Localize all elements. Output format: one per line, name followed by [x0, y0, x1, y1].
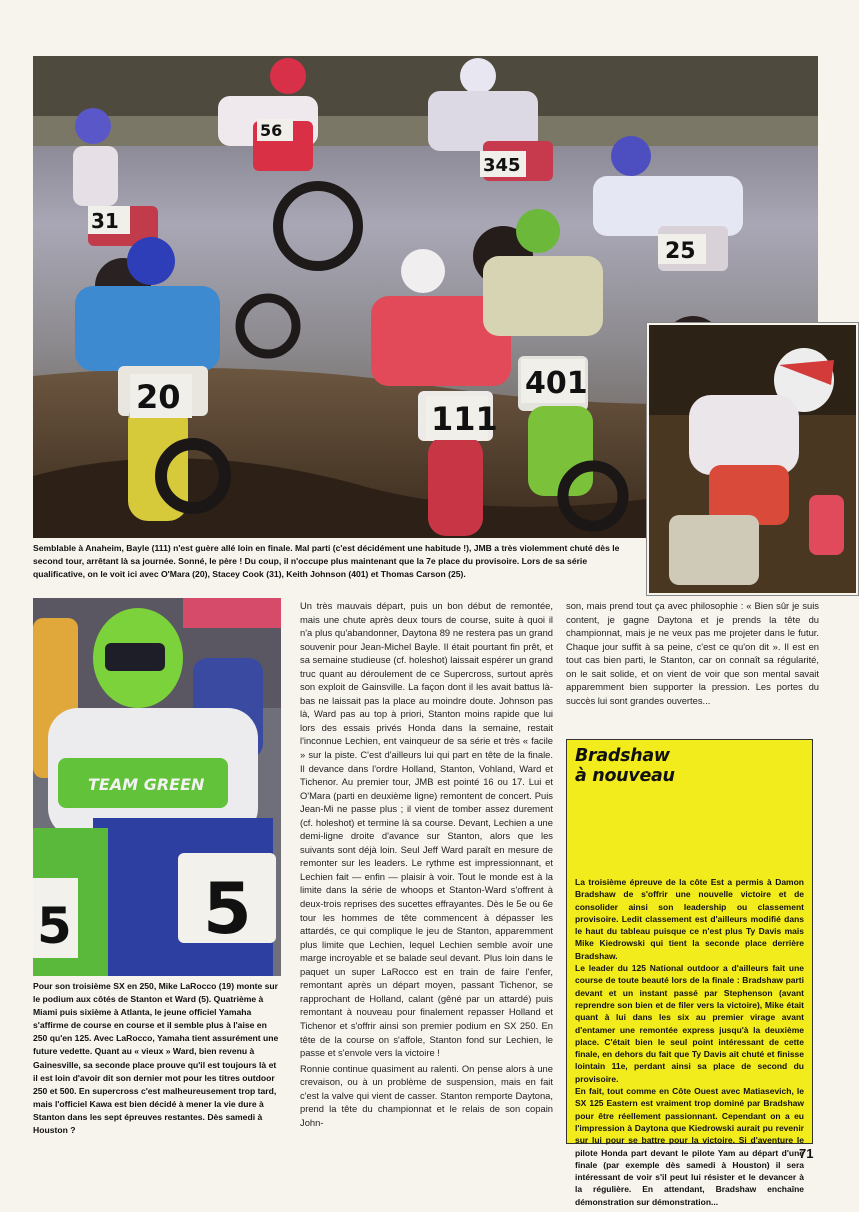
article-paragraph: Un très mauvais départ, puis un bon début de remontée, mais une chute après deux tours de course, suite à quoi il n'a plus qu'abandonner, Daytona 89 ne restera pas un grand souvenir pour Jean-Michel Bayle. Il était pourtant fin prêt, et sa semaine studieuse (cf. holeshot) laissait espérer un grand truc quant au déroulement de ce Supercross, surtout après son exploit de Gainsville. La façon dont il les avait battus là-bas ne laissait pas la place au moindre doute. Johnson pas là, Ward pas au top à priori, Stanton moins rapide que lui lors des essais privés Honda dans la semaine, restait l'inconnue Lechien, ent vainqueur de sa série et très « facile » sur la piste. C'est d'ailleurs lui qui part en tête de la finale. Il devance dans l'ordre Holland, Stanton, Vohland, Ward et Tichenor. Au premier tour, JMB est pointé 16 ou 17. Lui et O'Mara (parti en deuxième ligne) remontent de concert. Puis Jean-Mi ne passe plus ; il vient de tomber assez durement (cf. holeshot) et termine là sa course. Devant, Lechien a une demi-ligne droite d'avance sur Stanton, alors que les suivants sont déjà loin. Seul Jeff Ward paraît en mesure de remonter sur les leaders. Le rythme est impressionnant, et Lechien fait — enfin — plaisir à voir. Tout le monde est à la limite dans la série de whoops et Stanton-Ward s'offrent à deux-trois reprises des sucettes effrayantes. Dès le 5e ou 6e tour les hommes de tête commencent à dépasser les attardés, ce qui complique le jeu de Stanton, apparemment plus limite que Lechien, lequel Lechien semble avoir une marge incroyable et se balade seul devant. Plus loin dans le paquet un super LaRocco est en train de faire l'enfer, remontant après un départ moyen, passant Tichenor, se rapprochant de Holland, calant (gêné par un attardé) puis remontant à nouveau pour finalement repasser Holland et Tichenor et s'offrir ainsi son premier podium en SX 250. En tête de la course on s'affole, Stanton fond sur Lechien, le passe et s'envole vers la victoire ! [300, 600, 553, 1059]
sidebar-paragraph: Le leader du 125 National outdoor a d'ailleurs fait une course de toute beauté lors de la finale : Bradshaw parti devant et un instant passé par Stephenson (avant reprendre son bien et de filer vers la victoire), Mike était quant à lui dans les six au premier virage avant d'entamer une remontée express jusqu'à la deuxième place. C'était bien le seul point intéressant de cette finale, en dehors du fait que Ty Davis ait chuté et finisse lointain 11e, perdant ainsi sa place de second du provisoire. [575, 963, 804, 1084]
plate-111: 111 [431, 400, 498, 438]
jersey-text: TEAM GREEN [88, 775, 205, 794]
plate-345: 345 [483, 155, 521, 176]
inset-crash-photo [647, 323, 858, 595]
svg-text:5: 5 [37, 897, 72, 955]
sidebar-paragraph: La troisième épreuve de la côte Est a permis à Damon Bradshaw de s'offrir une nouvelle victoire et de consolider ainsi son leadership ou classement provisoire. Ledit classement est d'ailleurs modifié dans le haut du tableau puisque ce n'est plus Ty Davis mais Mike Kiedrowski qui tient la seconde place derrière Bradshaw. [575, 877, 804, 961]
rider-photo-caption: Pour son troisième SX en 250, Mike LaRocco (19) monte sur le podium aux côtés de Stanton et Ward (5). Quatrième à Miami puis sixième à Atlanta, le jeune officiel Yamaha s'affirme de course en course et il semble plus à l'aise en 250 qu'en 125. Avec LaRocco, Yamaha tient assurément une future vedette. Quant au « vieux » Ward, bien revenu à Gainesville, sa seconde place prouve qu'il est toujours là et il est loin d'avoir dit son dernier mot pour les titres outdoor 250 et 500. En supercross c'est malheureusement trop tard, mais l'officiel Kawa est bien décidé à mener la vie dure à Stanton dans les sept épreuves restantes. Dès samedi à Houston ? [33, 981, 279, 1136]
rider-portrait-photo [33, 598, 281, 976]
article-paragraph: son, mais prend tout ça avec philosophie : « Bien sûr je suis content, je gagne Daytona et je prends la tête du championnat, mais je ne veux pas me projeter dans le futur. Chaque jour suffit à sa peine, c'est ce qu'on dit ». Il est en tout cas bien parti, le Stanton, car on connaît sa régularité, on le sait solide, et on vient de voir que son mental savait apparemment bien supporter la pression. Les portes du succès lui sont grandes ouvertes... [566, 600, 819, 706]
page-number: 71 [799, 1146, 814, 1161]
plate-401: 401 [525, 366, 588, 401]
sidebar-paragraph: En fait, tout comme en Côte Ouest avec Matiasevich, le SX 125 Eastern est vraiment trop dominé par Bradshaw pour être réellement passionnant. Cependant on a eu l'impression à Daytona que Kiedrowski aurait pu revenir sur lui pour se battre pour la victoire. Si d'aventure le pilote Honda part devant le pilote Yam au départ d'une finale (par exemple dès samedi à Houston) il sera intéressant de voir s'il peut lui résister et le devancer à la régulière. En attendant, Bradshaw enchaîne démonstration sur démonstration... [575, 1086, 804, 1207]
plate-25: 25 [665, 239, 696, 264]
sidebar-title: Bradshaw à nouveau [575, 746, 675, 786]
plate-31: 31 [91, 209, 119, 233]
plate-56: 56 [260, 121, 283, 140]
plate-5: 5 [203, 868, 252, 950]
article-column-right [566, 599, 819, 707]
sidebar-body [575, 876, 804, 1208]
article-paragraph: Ronnie continue quasiment au ralenti. On pense alors à une crevaison, ou à un problème de suspension, mais en fait c'est la valve qui vient de casser. Stanton remporte Daytona, prend la tête du championnat et le relais de son copain John- [300, 1062, 553, 1128]
main-photo-caption: Semblable à Anaheim, Bayle (111) n'est guère allé loin en finale. Mal parti (c'est décidément une habitude !), JMB a très violemment chuté dès le second tour, arrêtant là sa journée. Sonné, le père ! Du coup, il n'occupe plus maintenant que la 7e place du provisoire. Lors de sa série qualificative, on le voit ici avec O'Mara (20), Stacey Cook (31), Keith Johnson (401) et Thomas Carson (25). [33, 543, 620, 580]
article-column-middle [300, 599, 553, 1129]
plate-20: 20 [136, 378, 181, 416]
